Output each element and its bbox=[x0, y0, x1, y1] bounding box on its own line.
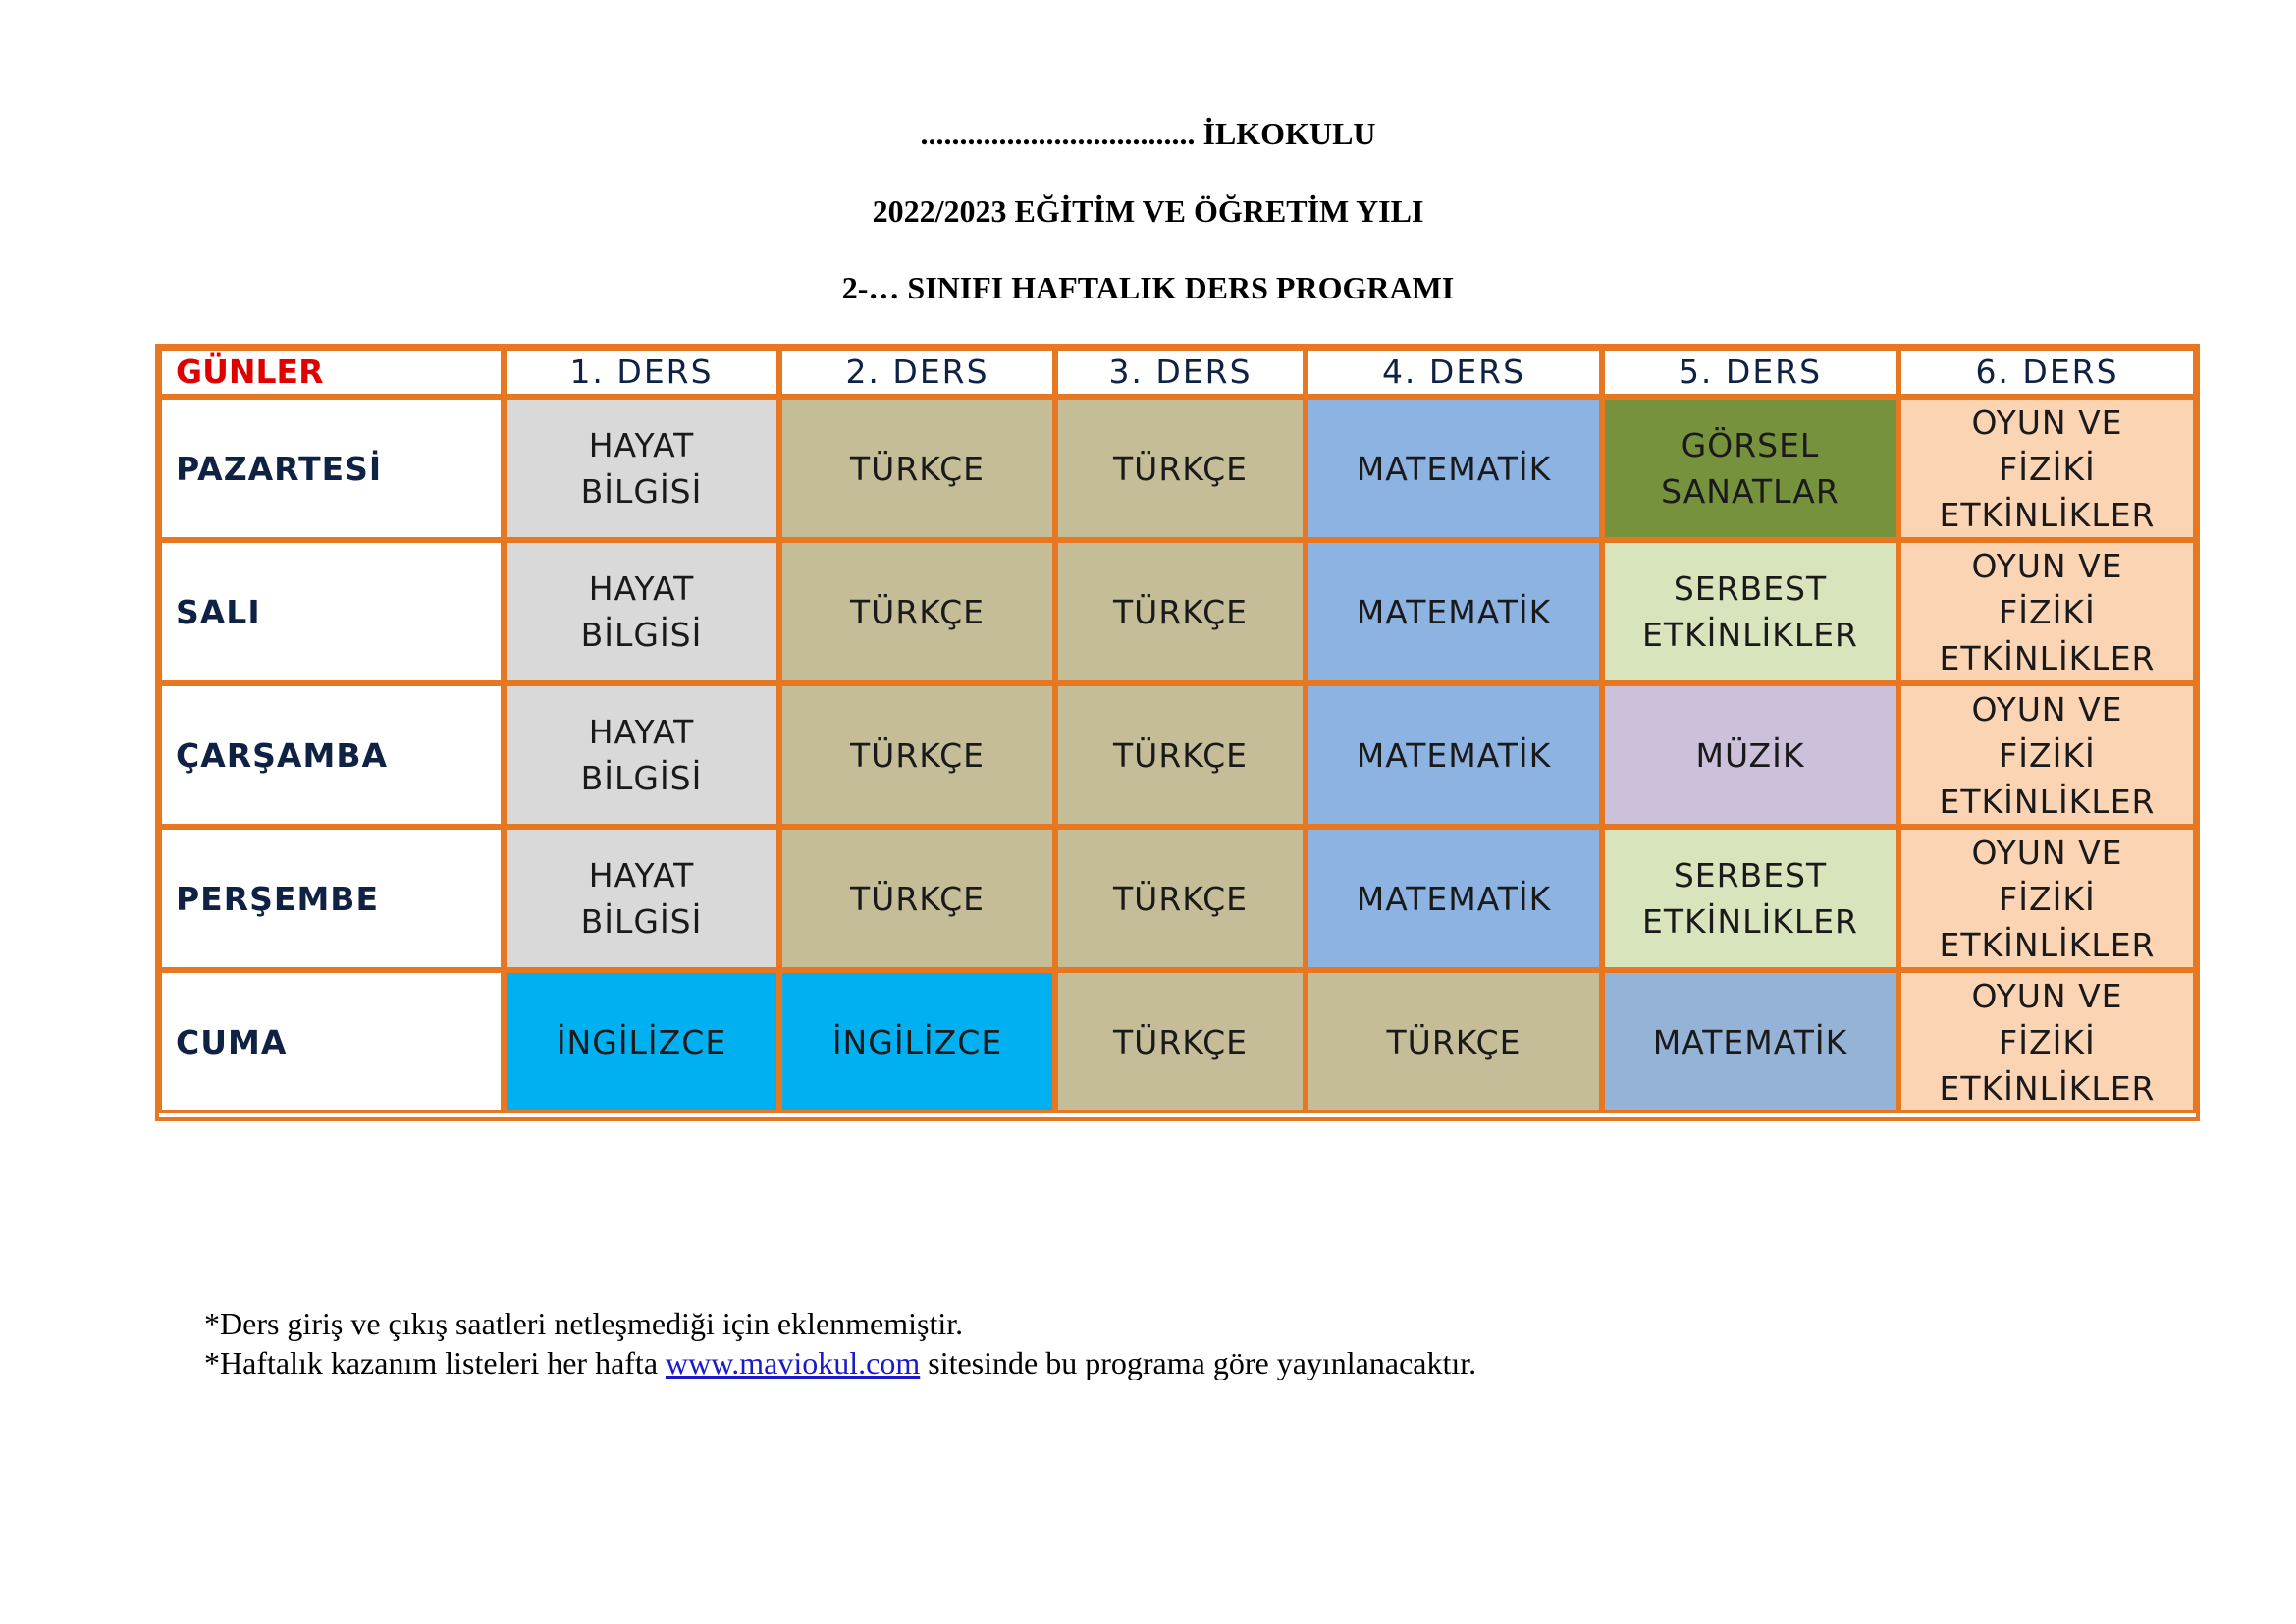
lesson-cell: MÜZİK bbox=[1602, 683, 1898, 827]
footnotes bbox=[204, 1304, 1476, 1382]
lesson-cell: İNGİLİZCE bbox=[779, 970, 1055, 1113]
lesson-cell: SERBEST ETKİNLİKLER bbox=[1602, 827, 1898, 970]
day-label: CUMA bbox=[159, 970, 504, 1113]
day-label: PAZARTESİ bbox=[159, 397, 504, 540]
lesson-cell: TÜRKÇE bbox=[779, 683, 1055, 827]
lesson-cell: OYUN VE FİZİKİ ETKİNLİKLER bbox=[1898, 970, 2196, 1113]
lesson-cell: İNGİLİZCE bbox=[504, 970, 779, 1113]
school-name-line: ................................... İLKOKULU bbox=[920, 116, 1376, 151]
lesson-cell: HAYAT BİLGİSİ bbox=[504, 540, 779, 683]
lesson-cell: HAYAT BİLGİSİ bbox=[504, 827, 779, 970]
lesson-cell: TÜRKÇE bbox=[1055, 827, 1306, 970]
lesson-cell: OYUN VE FİZİKİ ETKİNLİKLER bbox=[1898, 397, 2196, 540]
lesson-cell: MATEMATİK bbox=[1306, 827, 1602, 970]
lesson-cell: OYUN VE FİZİKİ ETKİNLİKLER bbox=[1898, 540, 2196, 683]
lesson-cell: GÖRSEL SANATLAR bbox=[1602, 397, 1898, 540]
lesson-cell: TÜRKÇE bbox=[1055, 397, 1306, 540]
lesson-cell: HAYAT BİLGİSİ bbox=[504, 397, 779, 540]
lesson-cell: HAYAT BİLGİSİ bbox=[504, 683, 779, 827]
lesson-cell: TÜRKÇE bbox=[779, 540, 1055, 683]
lesson-cell: MATEMATİK bbox=[1306, 540, 1602, 683]
header-days: GÜNLER bbox=[159, 348, 504, 397]
day-label: PERŞEMBE bbox=[159, 827, 504, 970]
header-lesson-3: 3. DERS bbox=[1055, 348, 1306, 397]
lesson-cell: TÜRKÇE bbox=[1055, 540, 1306, 683]
lesson-cell: TÜRKÇE bbox=[1306, 970, 1602, 1113]
academic-year-line: 2022/2023 EĞİTİM VE ÖĞRETİM YILI bbox=[872, 193, 1424, 229]
lesson-cell: SERBEST ETKİNLİKLER bbox=[1602, 540, 1898, 683]
footnote-2-text-end: sitesinde bu programa göre yayınlanacaktır. bbox=[920, 1345, 1477, 1380]
header-lesson-2: 2. DERS bbox=[779, 348, 1055, 397]
footnote-2 bbox=[204, 1343, 1476, 1382]
day-label: ÇARŞAMBA bbox=[159, 683, 504, 827]
lesson-cell: MATEMATİK bbox=[1602, 970, 1898, 1113]
lesson-cell: MATEMATİK bbox=[1306, 397, 1602, 540]
header-lesson-5: 5. DERS bbox=[1602, 348, 1898, 397]
header-lesson-1: 1. DERS bbox=[504, 348, 779, 397]
program-title: 2-… SINIFI HAFTALIK DERS PROGRAMI bbox=[841, 270, 1455, 305]
lesson-cell: TÜRKÇE bbox=[1055, 970, 1306, 1113]
lesson-cell: OYUN VE FİZİKİ ETKİNLİKLER bbox=[1898, 827, 2196, 970]
website-link[interactable]: www.maviokul.com bbox=[666, 1345, 921, 1380]
footnote-1: *Ders giriş ve çıkış saatleri netleşmediği için eklenmemiştir. bbox=[204, 1306, 964, 1341]
footnote-2-text-start: *Haftalık kazanım listeleri her hafta bbox=[204, 1345, 667, 1380]
lesson-cell: OYUN VE FİZİKİ ETKİNLİKLER bbox=[1898, 683, 2196, 827]
lesson-cell: TÜRKÇE bbox=[779, 827, 1055, 970]
lesson-cell: MATEMATİK bbox=[1306, 683, 1602, 827]
header-lesson-6: 6. DERS bbox=[1898, 348, 2196, 397]
day-label: SALI bbox=[159, 540, 504, 683]
header-lesson-4: 4. DERS bbox=[1306, 348, 1602, 397]
lesson-cell: TÜRKÇE bbox=[779, 397, 1055, 540]
lesson-cell: TÜRKÇE bbox=[1055, 683, 1306, 827]
weekly-schedule-table bbox=[155, 344, 2200, 1121]
